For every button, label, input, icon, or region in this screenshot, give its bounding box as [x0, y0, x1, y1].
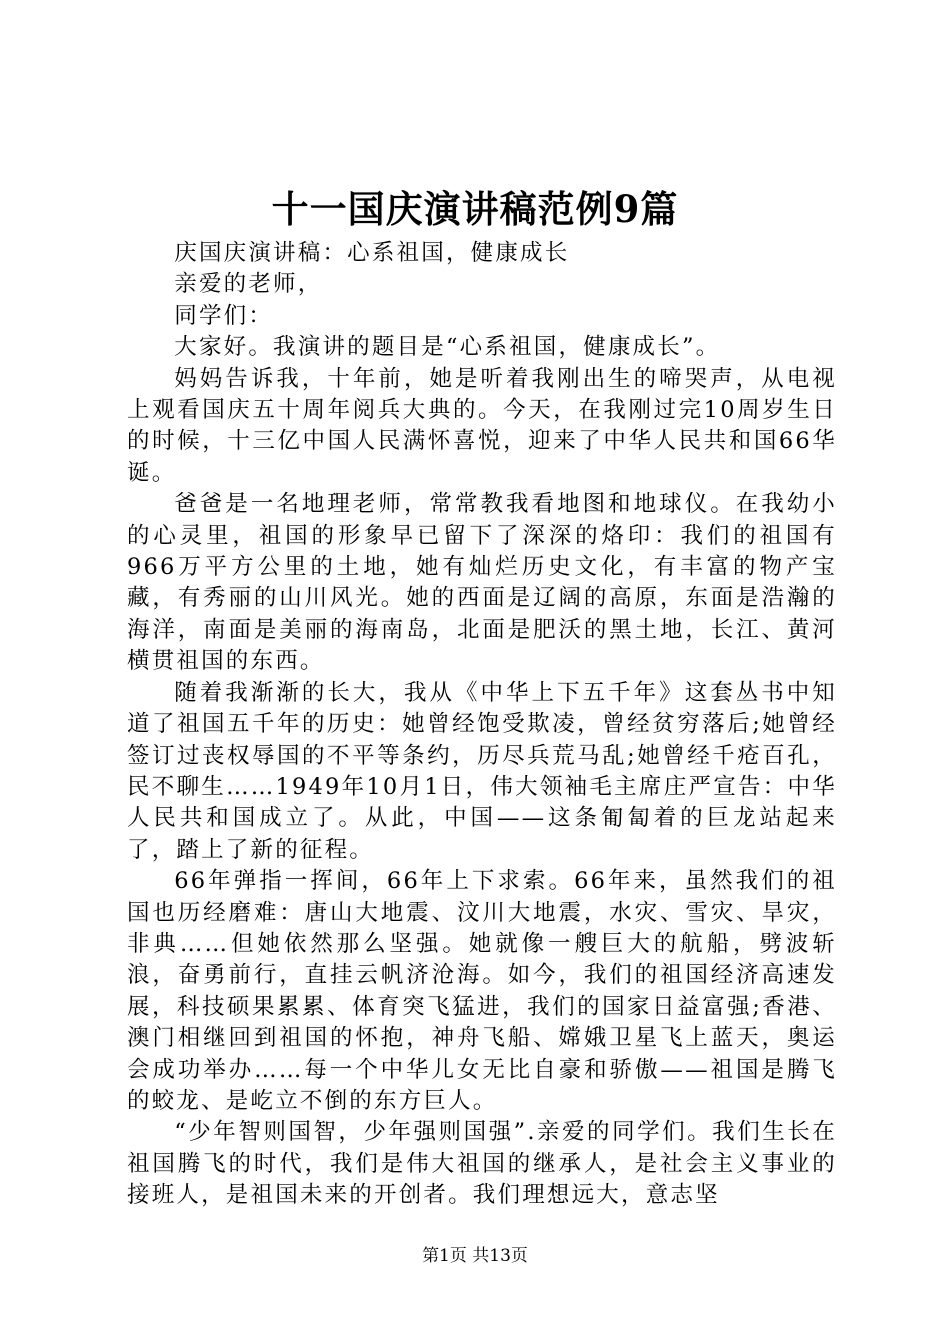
document-title: 十一国庆演讲稿范例9篇: [271, 187, 679, 231]
paragraph-greeting: 大家好。我演讲的题目是“心系祖国，健康成长”。: [174, 334, 721, 361]
paragraph-history: 随着我渐渐的长大，我从《中华上下五千年》这套丛书中知道了祖国五千年的历史：她曾经饱受欺凌，曾经贫穷落后;她曾经签订过丧权辱国的不平等条约，历尽兵荒马乱;她曾经千疮百孔，民不聊生……1949年10月1日，伟大领袖毛主席庄严宣告：中华人民共和国成立了。从此，中国——这条匍匐着的巨龙站起来了，踏上了新的征程。: [127, 679, 837, 863]
paragraph-salutation-students: 同学们：: [174, 302, 274, 329]
paragraph-mother: 妈妈告诉我，十年前，她是听着我刚出生的啼哭声，从电视上观看国庆五十周年阅兵大典的。今天，在我刚过完10周岁生日的时候，十三亿中国人民满怀喜悦，迎来了中华人民共和国66华诞。: [127, 365, 837, 486]
paragraph-father: 爸爸是一名地理老师，常常教我看地图和地球仪。在我幼小的心灵里，祖国的形象早已留下了深深的烙印：我们的祖国有966万平方公里的土地，她有灿烂历史文化，有丰富的物产宝藏，有秀丽的山川风光。她的西面是辽阔的高原，东面是浩瀚的海洋，南面是美丽的海南岛，北面是肥沃的黑土地，长江、黄河横贯祖国的东西。: [127, 491, 837, 675]
paragraph-youth: “少年智则国智，少年强则国强”.亲爱的同学们。我们生长在祖国腾飞的时代，我们是伟大祖国的继承人，是社会主义事业的接班人，是祖国未来的开创者。我们理想远大，意志坚: [127, 1119, 837, 1209]
document-body: [127, 238, 837, 1212]
paragraph-subtitle: 庆国庆演讲稿：心系祖国，健康成长: [174, 240, 570, 266]
paragraph-salutation-teachers: 亲爱的老师，: [174, 271, 323, 298]
page-footer: 第1页 共13页: [422, 1246, 528, 1266]
paragraph-66-years: 66年弹指一挥间，66年上下求索。66年来，虽然我们的祖国也历经磨难：唐山大地震、汶川大地震，水灾、雪灾、旱灾，非典……但她依然那么坚强。她就像一艘巨大的航船，劈波斩浪，奋勇前行，直挂云帆济沧海。如今，我们的祖国经济高速发展，科技硕果累累、体育突飞猛进，我们的国家日益富强;香港、澳门相继回到祖国的怀抱，神舟飞船、嫦娥卫星飞上蓝天，奥运会成功举办……每一个中华儿女无比自豪和骄傲——祖国是腾飞的蛟龙、是屹立不倒的东方巨人。: [127, 868, 837, 1114]
